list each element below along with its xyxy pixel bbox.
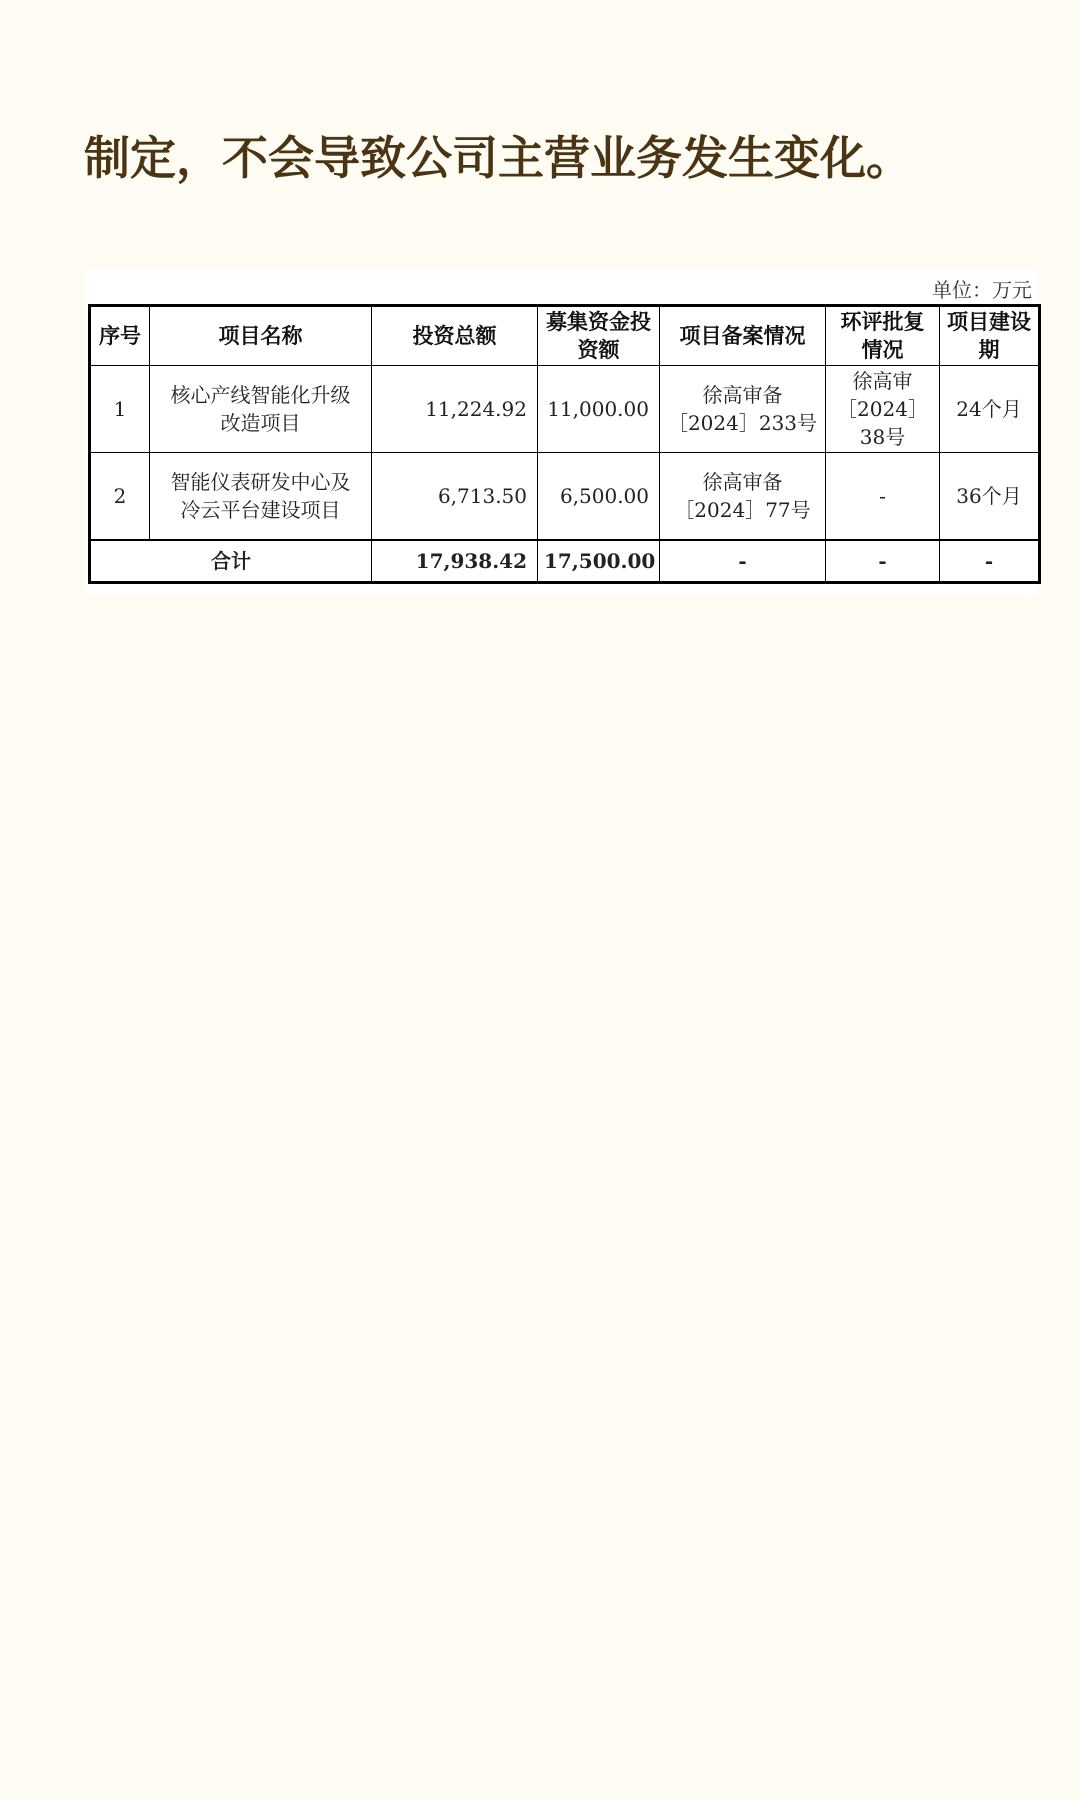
cell-total-investment: 11,224.92 (372, 366, 538, 453)
table-image-card (86, 270, 1038, 596)
cell-env-approval: 徐高审［2024］38号 (826, 366, 940, 453)
cell-seq: 1 (90, 366, 150, 453)
table-row (90, 366, 1040, 453)
unit-label: 单位：万元 (932, 278, 1032, 302)
header-env-approval: 环评批复情况 (826, 306, 940, 366)
cell-raised-funds: 11,000.00 (538, 366, 660, 453)
investment-project-table (88, 304, 1041, 584)
header-build-period: 项目建设期 (940, 306, 1040, 366)
cell-raised-funds: 6,500.00 (538, 453, 660, 541)
cell-env-total: - (826, 540, 940, 583)
cell-total-investment: 6,713.50 (372, 453, 538, 541)
header-project-name: 项目名称 (150, 306, 372, 366)
cell-project-name: 核心产线智能化升级改造项目 (150, 366, 372, 453)
cell-build-period: 36个月 (940, 453, 1040, 541)
table-total-row (90, 540, 1040, 583)
cell-build-period: 24个月 (940, 366, 1040, 453)
table-row (90, 453, 1040, 541)
cell-total-investment-sum: 17,938.42 (372, 540, 538, 583)
cell-raised-funds-sum: 17,500.00 (538, 540, 660, 583)
header-total-investment: 投资总额 (372, 306, 538, 366)
table-header-row (90, 306, 1040, 366)
headline-text: 制定，不会导致公司主营业务发生变化。 (84, 131, 912, 185)
cell-project-name: 智能仪表研发中心及冷云平台建设项目 (150, 453, 372, 541)
header-raised-funds: 募集资金投资额 (538, 306, 660, 366)
header-seq: 序号 (90, 306, 150, 366)
cell-filing: 徐高审备［2024］233号 (660, 366, 826, 453)
cell-period-total: - (940, 540, 1040, 583)
cell-env-approval: - (826, 453, 940, 541)
cell-filing: 徐高审备［2024］77号 (660, 453, 826, 541)
header-filing: 项目备案情况 (660, 306, 826, 366)
cell-filing-total: - (660, 540, 826, 583)
cell-seq: 2 (90, 453, 150, 541)
cell-total-label: 合计 (90, 540, 372, 583)
